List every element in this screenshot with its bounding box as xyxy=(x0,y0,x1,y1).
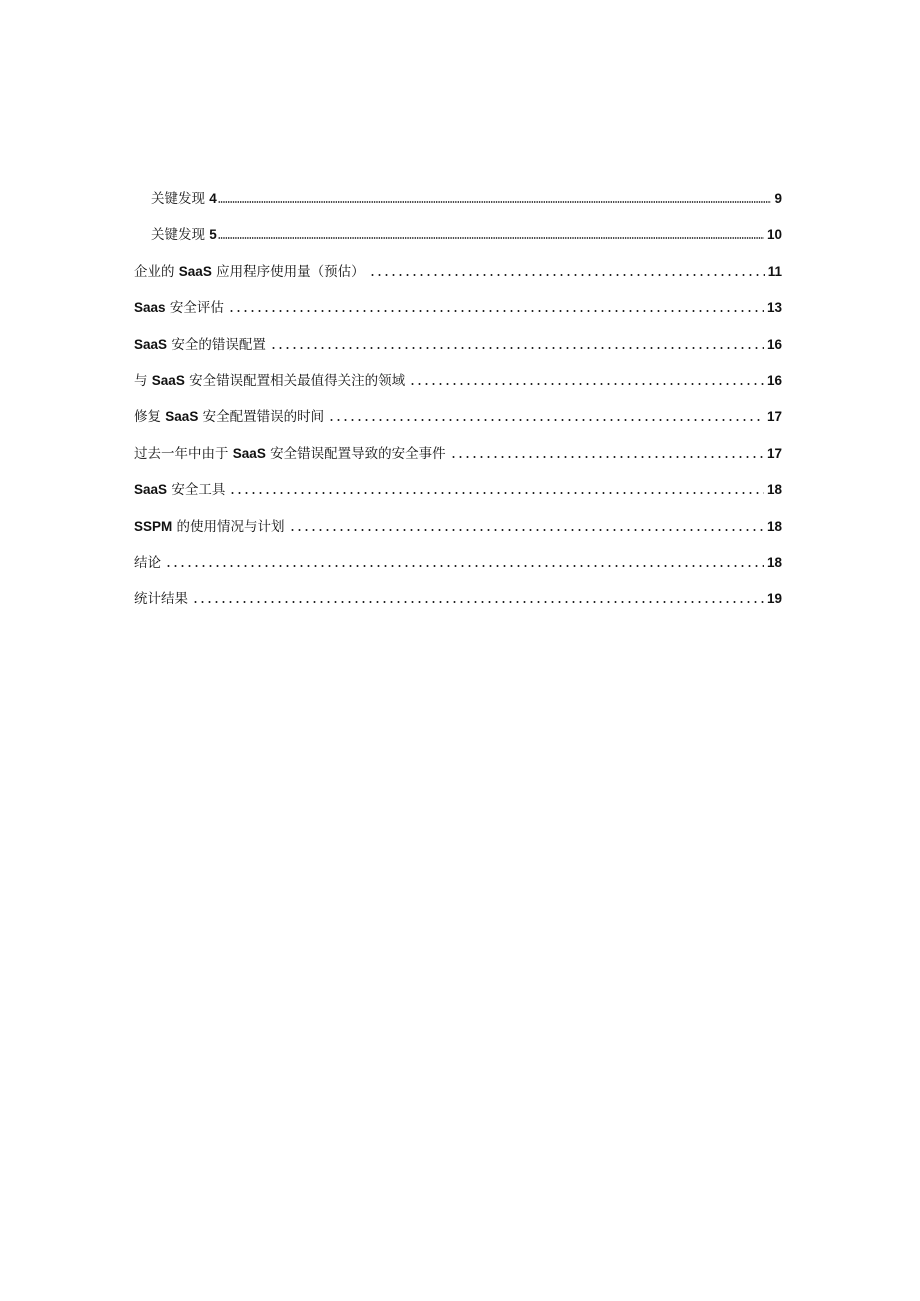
toc-entry[interactable] xyxy=(134,262,782,282)
toc-entry-title xyxy=(134,444,446,464)
toc-entry-title xyxy=(134,407,324,427)
toc-entry[interactable] xyxy=(134,298,782,318)
toc-dot-leader xyxy=(228,309,764,313)
toc-title-part: 统计结果 xyxy=(134,591,188,608)
toc-title-part: 企业的 xyxy=(134,263,179,280)
toc-dot-leader xyxy=(409,382,764,386)
toc-page-number: 10 xyxy=(766,227,782,243)
toc-entry-title xyxy=(134,335,266,355)
toc-entry-title xyxy=(134,480,225,500)
toc-page-number: 17 xyxy=(766,409,782,425)
toc-entry-title xyxy=(134,553,161,573)
toc-entry[interactable] xyxy=(134,444,782,464)
toc-title-part: 安全错误配置相关最值得关注的领域 xyxy=(184,373,406,389)
toc-title-part: SaaS xyxy=(178,263,212,279)
toc-title-part: SaaS xyxy=(151,373,185,388)
toc-entry[interactable] xyxy=(134,480,782,500)
toc-entry[interactable] xyxy=(134,553,782,573)
toc-dot-leader xyxy=(218,200,772,204)
toc-entry[interactable] xyxy=(134,407,782,427)
toc-title-part: 4 xyxy=(209,191,217,206)
toc-title-part: 结论 xyxy=(134,555,161,571)
toc-dot-leader xyxy=(192,600,764,604)
toc-page-number: 16 xyxy=(766,336,782,352)
toc-page-number: 18 xyxy=(766,555,782,570)
toc-page-number: 16 xyxy=(766,373,782,388)
toc-title-part: 修复 xyxy=(134,409,166,426)
toc-title-part: SaaS xyxy=(134,336,168,352)
toc-dot-leader xyxy=(289,528,764,532)
toc-dot-leader xyxy=(270,346,764,350)
toc-dot-leader xyxy=(328,418,764,422)
toc-entry-title xyxy=(134,262,365,282)
toc-entry[interactable] xyxy=(134,517,782,537)
toc-dot-leader xyxy=(218,236,764,240)
toc-page-number: 13 xyxy=(766,300,782,316)
toc-entry-title xyxy=(151,225,217,245)
toc-title-part: SaaS xyxy=(232,445,266,461)
toc-entry[interactable] xyxy=(151,189,782,209)
toc-title-part: 的使用情况与计划 xyxy=(172,518,285,535)
toc-entry-title xyxy=(151,189,217,209)
toc-title-part: 5 xyxy=(209,227,217,243)
toc-dot-leader xyxy=(450,455,764,459)
toc-title-part: Saas xyxy=(134,300,166,316)
toc-dot-leader xyxy=(165,564,764,568)
toc-title-part: SaaS xyxy=(165,409,199,425)
toc-page-number: 18 xyxy=(766,482,782,498)
toc-entry[interactable] xyxy=(151,225,782,245)
toc-entry-title xyxy=(134,517,285,537)
toc-entry[interactable] xyxy=(134,335,782,355)
toc-title-part: 安全错误配置导致的安全事件 xyxy=(265,445,446,462)
toc-page-number: 19 xyxy=(766,591,782,607)
toc-page-number: 11 xyxy=(767,263,782,279)
toc-title-part: 安全评估 xyxy=(165,300,224,317)
toc-title-part: 与 xyxy=(134,373,152,389)
toc-title-part: SSPM xyxy=(134,518,173,534)
toc-dot-leader xyxy=(369,273,765,277)
toc-dot-leader xyxy=(229,491,764,495)
toc-entry-title xyxy=(134,298,224,318)
toc-title-part: 应用程序使用量（预估） xyxy=(211,263,365,280)
toc-title-part: 关键发现 xyxy=(151,191,210,207)
toc-title-part: 安全配置错误的时间 xyxy=(198,409,325,426)
toc-title-part: 安全工具 xyxy=(167,482,226,499)
toc-title-part: 关键发现 xyxy=(151,227,210,244)
toc-title-part: 安全的错误配置 xyxy=(167,336,266,353)
toc-page-number: 17 xyxy=(766,445,782,461)
toc-title-part: SaaS xyxy=(134,482,168,498)
toc-entry-title xyxy=(134,371,405,391)
toc-page-number: 9 xyxy=(774,191,782,206)
toc-entry[interactable] xyxy=(134,589,782,609)
toc-entry[interactable] xyxy=(134,371,782,391)
toc-entry-title xyxy=(134,589,188,609)
toc-title-part: 过去一年中由于 xyxy=(134,445,233,462)
toc-page-number: 18 xyxy=(766,518,782,534)
